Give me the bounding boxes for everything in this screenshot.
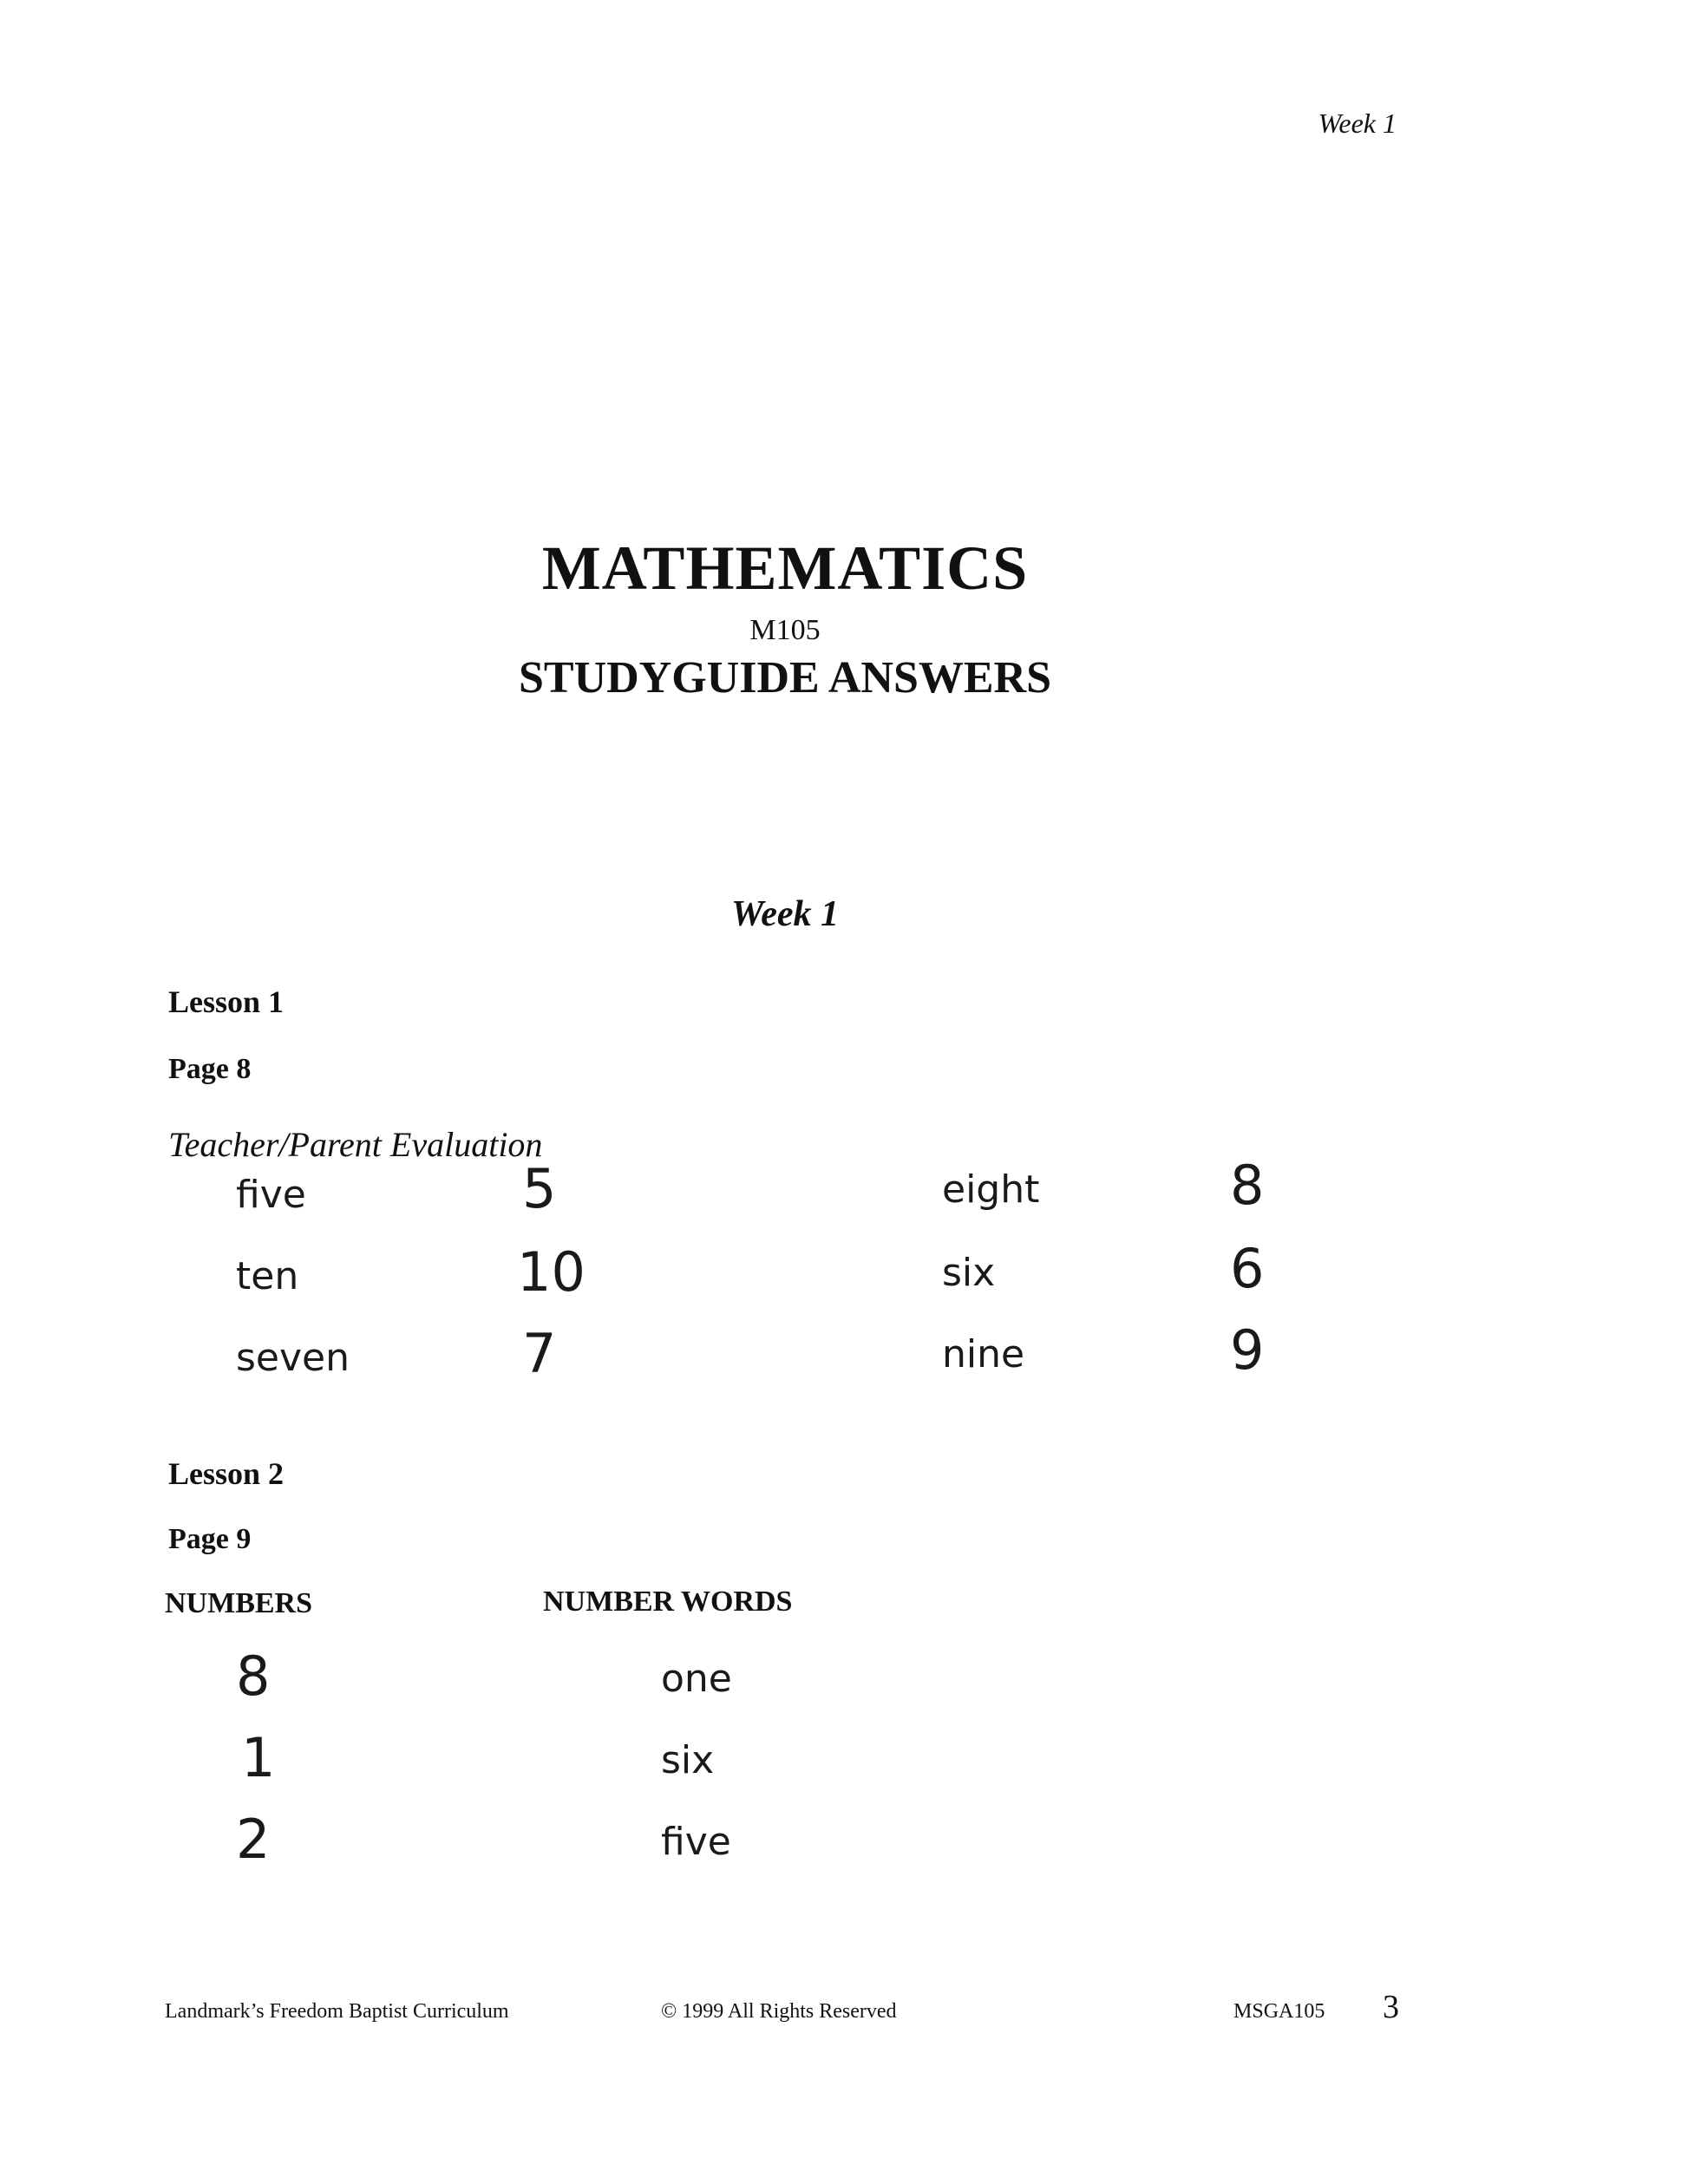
footer-publisher: Landmark’s Freedom Baptist Curriculum <box>165 2000 509 2023</box>
lesson-2-heading: Lesson 2 <box>168 1456 285 1491</box>
lesson-1-heading: Lesson 1 <box>168 984 285 1019</box>
running-head: Week 1 <box>1318 108 1397 139</box>
footer-copyright: © 1999 All Rights Reserved <box>661 2000 897 2023</box>
answer-word: five <box>236 1173 306 1217</box>
answer-number: 8 <box>236 1645 271 1708</box>
lesson-1-page-ref: Page 8 <box>168 1053 252 1085</box>
lesson-2-page-ref: Page 9 <box>168 1523 252 1555</box>
answer-number: 7 <box>522 1322 557 1385</box>
answer-word: six <box>942 1251 996 1295</box>
answer-number: 6 <box>1230 1237 1265 1300</box>
answer-number: 2 <box>236 1808 271 1871</box>
answer-number: 1 <box>241 1726 276 1789</box>
page-subtitle: STUDYGUIDE ANSWERS <box>518 653 1052 703</box>
answer-word: eight <box>942 1167 1040 1212</box>
footer-code: MSGA105 <box>1233 2000 1325 2023</box>
answer-number: 9 <box>1230 1318 1265 1382</box>
answer-number: 8 <box>1230 1154 1265 1217</box>
answer-word: ten <box>236 1254 299 1298</box>
page-number: 3 <box>1383 1989 1399 2025</box>
answer-word: nine <box>942 1332 1025 1376</box>
answer-number: 5 <box>522 1157 557 1220</box>
evaluation-label: Teacher/Parent Evaluation <box>168 1125 543 1164</box>
course-code: M105 <box>749 614 821 646</box>
page-title: MATHEMATICS <box>541 533 1029 603</box>
numbers-column-header: NUMBERS <box>165 1587 313 1619</box>
answer-word: six <box>661 1738 715 1782</box>
answer-word: five <box>661 1820 731 1864</box>
week-heading: Week 1 <box>730 894 839 934</box>
number-words-column-header: NUMBER WORDS <box>543 1586 793 1618</box>
answer-number: 10 <box>517 1240 586 1304</box>
answer-word: seven <box>236 1336 350 1380</box>
answer-word: one <box>661 1657 732 1701</box>
